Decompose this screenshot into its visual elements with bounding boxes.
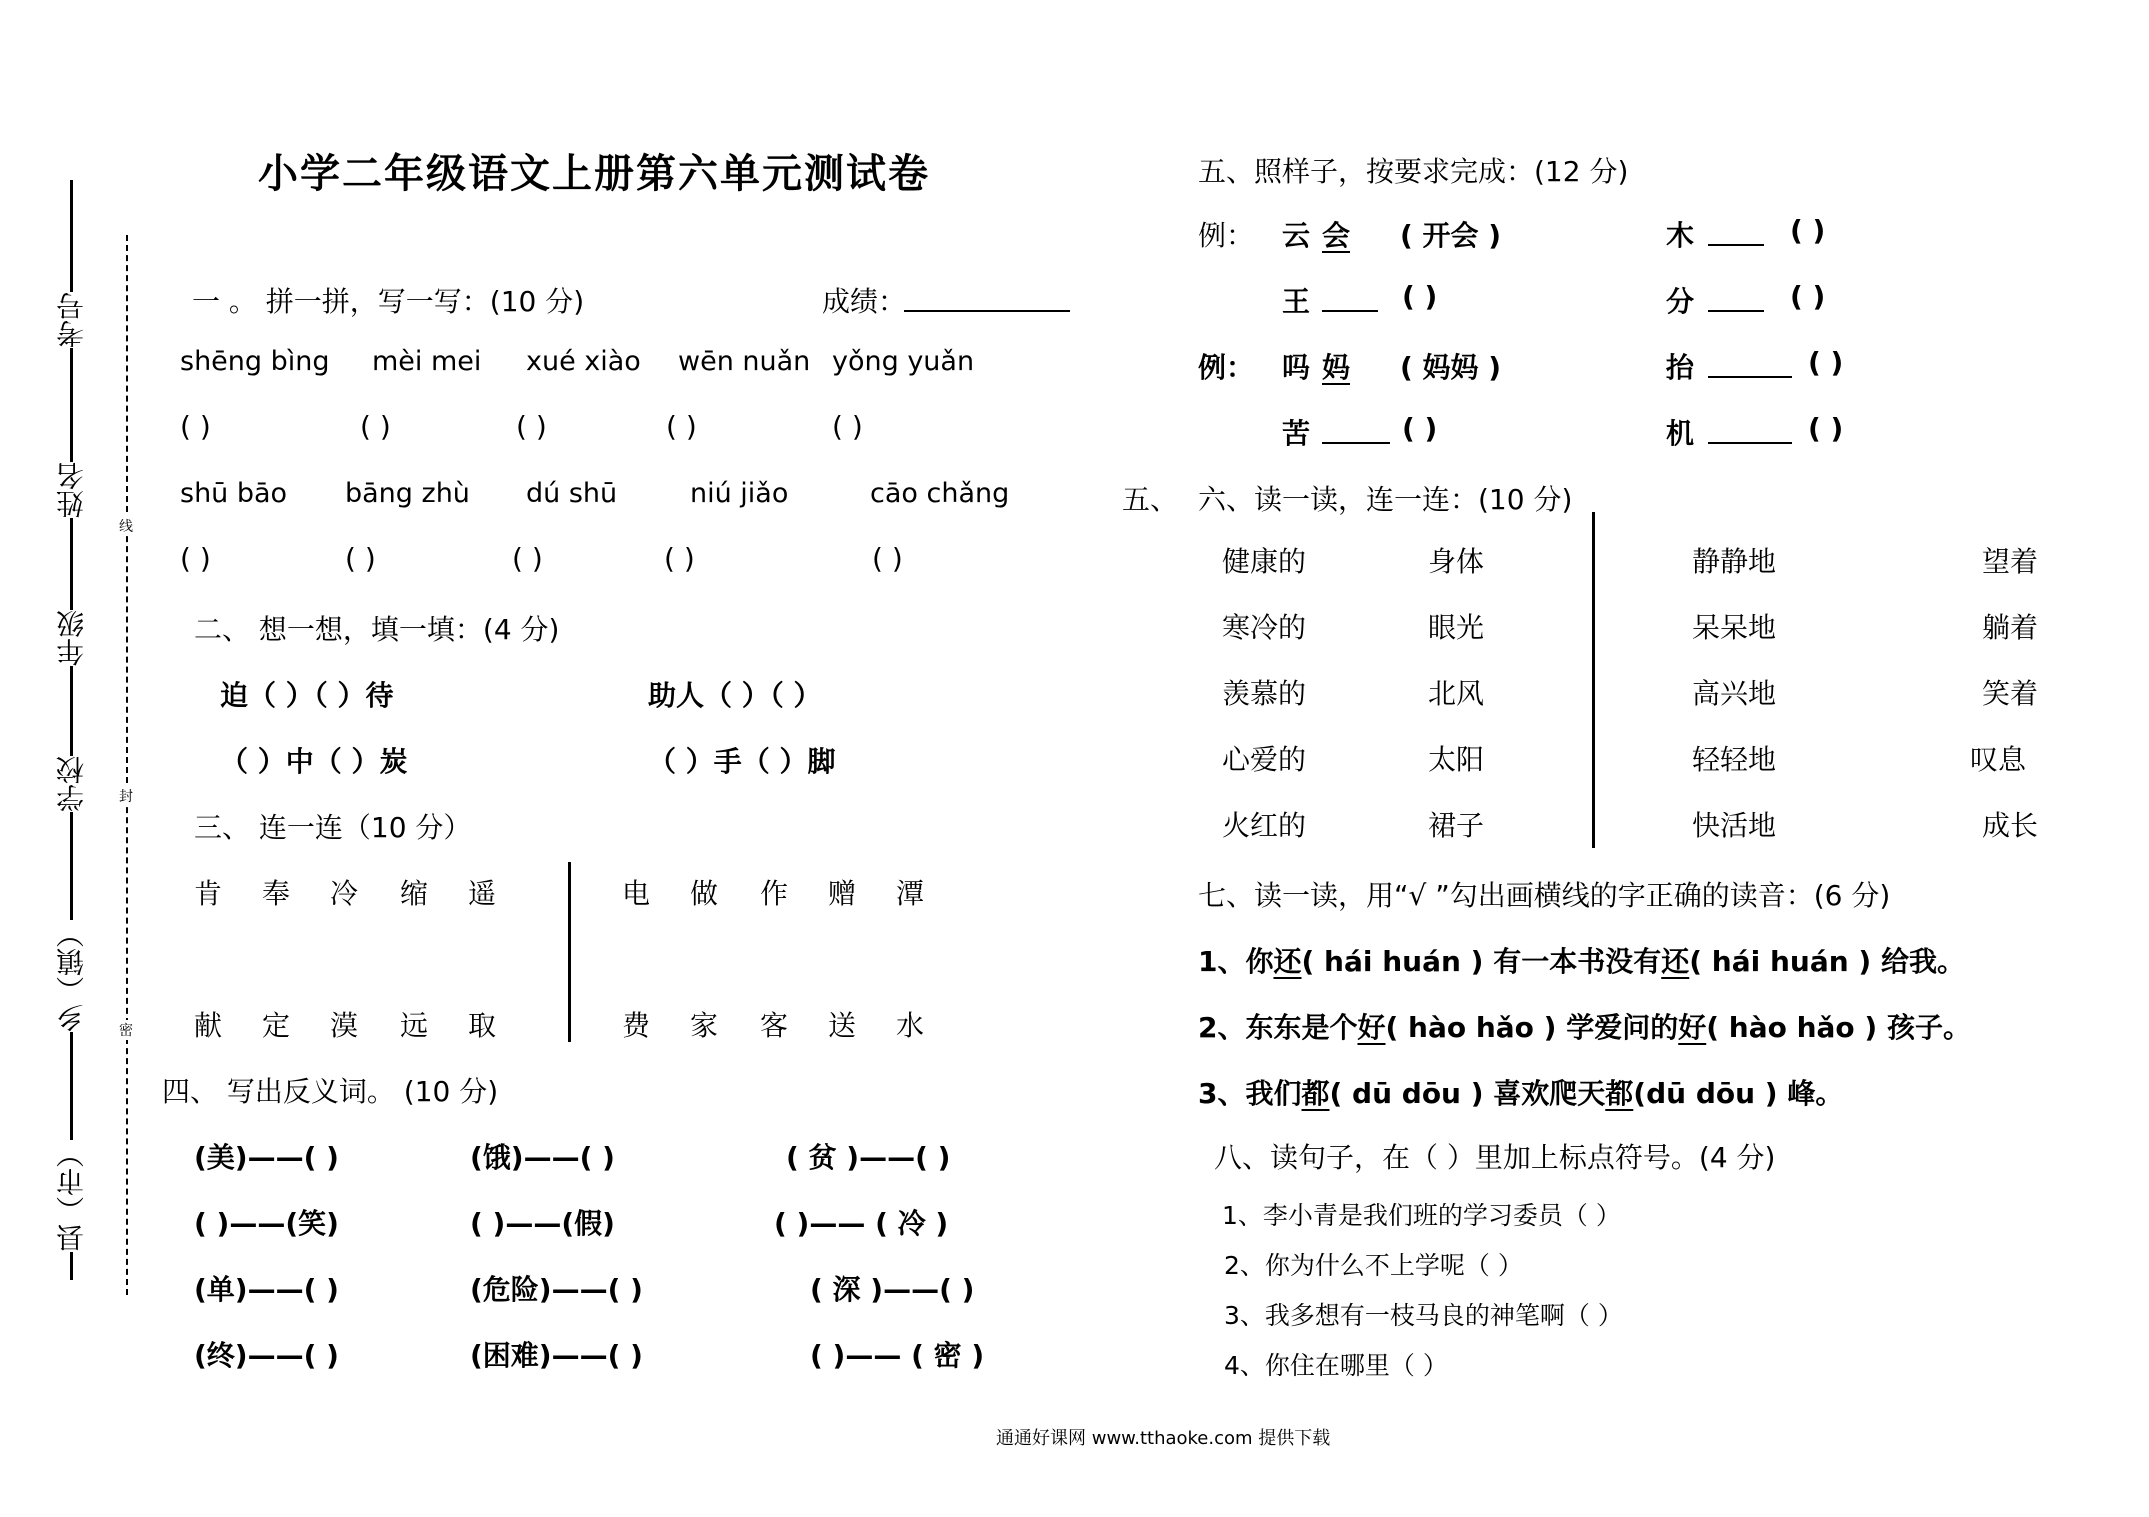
s3-right-bottom-3[interactable]: 客 — [760, 1009, 789, 1042]
s5-example-word-2: ( 妈妈 ) — [1400, 351, 1502, 384]
s5-blank-ku[interactable] — [1322, 442, 1390, 444]
s4-r2-c2[interactable]: ( )——(假) — [470, 1207, 615, 1240]
s4-r1-c1[interactable]: (美)——( ) — [194, 1141, 339, 1174]
s6-adj-1[interactable]: 健康的 — [1222, 545, 1307, 578]
s1-pinyin-1: shēng bìng — [180, 346, 330, 377]
s7-l2-options-1[interactable]: ( hào hǎo ) 学爱问的 — [1385, 1011, 1679, 1044]
s7-l2-char-2: 好 — [1678, 1011, 1707, 1044]
s6-verb-4[interactable]: 叹息 — [1970, 743, 2027, 776]
s5-example-char-1: 云 — [1282, 219, 1311, 252]
s6-prefix: 五、 — [1122, 483, 1179, 516]
label-nianji: 年级 — [52, 610, 92, 666]
s8-item-3[interactable]: 3、我多想有一枝马良的神笔啊（ ） — [1224, 1301, 1623, 1330]
s7-line-1 — [1198, 940, 1965, 980]
s5-char-wang: 王 — [1282, 285, 1311, 318]
s8-heading: 八、读句子，在（ ）里加上标点符号。(4 分) — [1214, 1141, 1776, 1174]
s3-left-bottom-5[interactable]: 取 — [468, 1009, 497, 1042]
s2-item-3[interactable]: （ ）中（ ）炭 — [220, 745, 408, 778]
s6-noun-3[interactable]: 北风 — [1428, 677, 1485, 710]
s6-adj-5[interactable]: 火红的 — [1222, 809, 1307, 842]
s8-item-4[interactable]: 4、你住在哪里（ ） — [1224, 1351, 1448, 1380]
s5-blank-mu[interactable] — [1708, 244, 1764, 246]
s1-pinyin-2: mèi mei — [372, 346, 482, 377]
s5-example-char-2: 吗 — [1282, 351, 1311, 384]
s6-verb-1[interactable]: 望着 — [1982, 545, 2039, 578]
s6-noun-2[interactable]: 眼光 — [1428, 611, 1485, 644]
s5-heading: 五、照样子，按要求完成：(12 分) — [1198, 155, 1629, 188]
s2-item-1[interactable]: 迫（ ）（ ）待 — [220, 679, 394, 712]
s1-answer-10[interactable]: ( ) — [872, 542, 903, 575]
s6-verb-3[interactable]: 笑着 — [1982, 677, 2039, 710]
s1-pinyin-5: yǒng yuǎn — [832, 346, 975, 377]
s3-left-top-4[interactable]: 缩 — [400, 877, 429, 910]
s1-pinyin-9: niú jiǎo — [690, 478, 789, 509]
s7-l2-char-1: 好 — [1357, 1011, 1386, 1044]
s4-r4-c1[interactable]: (终)——( ) — [194, 1339, 339, 1372]
score-blank[interactable] — [904, 310, 1070, 312]
s6-noun-1[interactable]: 身体 — [1428, 545, 1485, 578]
s6-adv-2[interactable]: 呆呆地 — [1692, 611, 1777, 644]
s5-example-answer-1: 会 — [1322, 219, 1351, 252]
s7-line-3 — [1198, 1072, 1843, 1112]
s3-right-bottom-5[interactable]: 水 — [896, 1009, 925, 1042]
s7-l1-char-1: 还 — [1273, 945, 1302, 978]
s5-blank-fen[interactable] — [1708, 310, 1764, 312]
s3-left-bottom-2[interactable]: 定 — [262, 1009, 291, 1042]
s5-paren-ku[interactable]: ( ) — [1402, 412, 1438, 445]
s3-right-top-3[interactable]: 作 — [760, 877, 789, 910]
mark-feng: 封 — [119, 786, 133, 806]
s6-adj-2[interactable]: 寒冷的 — [1222, 611, 1307, 644]
s8-item-1[interactable]: 1、李小青是我们班的学习委员（ ） — [1222, 1201, 1621, 1230]
s1-heading: 一 。 拼一拼，写一写：(10 分) — [192, 285, 585, 318]
s1-answer-9[interactable]: ( ) — [664, 542, 695, 575]
s5-example-label-2: 例： — [1198, 351, 1255, 384]
s5-char-fen: 分 — [1666, 285, 1695, 318]
s5-example-label-1: 例： — [1198, 219, 1255, 252]
s4-r4-c2[interactable]: (困难)——( ) — [470, 1339, 643, 1372]
s8-item-2[interactable]: 2、你为什么不上学呢（ ） — [1224, 1251, 1523, 1280]
mark-mi: 密 — [119, 1020, 133, 1040]
s3-right-top-2[interactable]: 做 — [690, 877, 719, 910]
s3-left-bottom-4[interactable]: 远 — [400, 1009, 429, 1042]
footer-note: 通通好课网 www.tthaoke.com 提供下载 — [996, 1428, 1331, 1449]
s4-r2-c3[interactable]: ( )—— ( 冷 ) — [774, 1207, 949, 1240]
s6-heading: 六、读一读，连一连：(10 分) — [1198, 483, 1573, 516]
s5-example-answer-2: 妈 — [1322, 351, 1351, 384]
s5-char-tai: 抬 — [1666, 351, 1695, 384]
s4-r1-c2[interactable]: (饿)——( ) — [470, 1141, 615, 1174]
s7-l1-options-2[interactable]: ( hái huán ) 给我。 — [1689, 945, 1965, 978]
s1-pinyin-10: cāo chǎng — [870, 478, 1010, 509]
s5-paren-fen[interactable]: ( ) — [1790, 280, 1826, 313]
label-xuexiao: 学校 — [52, 756, 92, 812]
s6-adv-1[interactable]: 静静地 — [1692, 545, 1777, 578]
s6-noun-4[interactable]: 太阳 — [1428, 743, 1485, 776]
s1-answer-7[interactable]: ( ) — [345, 542, 376, 575]
s7-l3-char-1: 都 — [1301, 1077, 1330, 1110]
s3-left-top-1[interactable]: 肯 — [194, 877, 223, 910]
s3-left-top-3[interactable]: 冷 — [330, 877, 359, 910]
s4-r3-c2[interactable]: (危险)——( ) — [470, 1273, 643, 1306]
s5-paren-wang[interactable]: ( ) — [1402, 280, 1438, 313]
label-xingming: 姓名 — [52, 462, 92, 518]
label-xianshi: 县（市） — [52, 1140, 92, 1252]
s4-r3-c3[interactable]: ( 深 )——( ) — [810, 1273, 975, 1306]
s4-r2-c1[interactable]: ( )——(笑) — [194, 1207, 339, 1240]
s5-blank-wang[interactable] — [1322, 310, 1378, 312]
page-title: 小学二年级语文上册第六单元测试卷 — [258, 151, 930, 197]
s3-left-bottom-3[interactable]: 漠 — [330, 1009, 359, 1042]
s3-left-top-2[interactable]: 奉 — [262, 877, 291, 910]
s7-l3-options-2[interactable]: (dū dōu ) 峰。 — [1633, 1077, 1844, 1110]
s3-heading: 三、 连一连（10 分） — [194, 811, 472, 844]
s2-item-2[interactable]: 助人（ ）（ ） — [648, 679, 822, 712]
s3-right-bottom-4[interactable]: 送 — [828, 1009, 857, 1042]
s5-paren-tai[interactable]: ( ) — [1808, 346, 1844, 379]
s6-divider — [1592, 512, 1595, 848]
s7-line-2 — [1198, 1006, 1971, 1046]
s5-char-ji: 机 — [1666, 417, 1695, 450]
s6-verb-5[interactable]: 成长 — [1982, 809, 2039, 842]
s6-noun-5[interactable]: 裙子 — [1428, 809, 1485, 842]
s4-r3-c1[interactable]: (单)——( ) — [194, 1273, 339, 1306]
s6-adv-3[interactable]: 高兴地 — [1692, 677, 1777, 710]
s5-example-word-1: ( 开会 ) — [1400, 219, 1502, 252]
binding-line-dashed — [126, 235, 128, 1295]
s6-verb-2[interactable]: 躺着 — [1982, 611, 2039, 644]
s7-l1-a: 1、你 — [1198, 945, 1274, 978]
s2-heading: 二、 想一想，填一填：(4 分) — [194, 613, 560, 646]
s7-heading: 七、读一读，用“√ ”勾出画横线的字正确的读音：(6 分) — [1198, 879, 1891, 912]
label-kaohao: 考号 — [52, 292, 92, 348]
s6-adv-4[interactable]: 轻轻地 — [1692, 743, 1777, 776]
s5-blank-ji[interactable] — [1708, 442, 1792, 444]
s3-right-top-5[interactable]: 潭 — [896, 877, 925, 910]
s7-l3-options-1[interactable]: ( dū dōu ) 喜欢爬天 — [1329, 1077, 1606, 1110]
s7-l1-options-1[interactable]: ( hái huán ) 有一本书没有 — [1301, 945, 1662, 978]
s5-char-ku: 苦 — [1282, 417, 1311, 450]
s1-answer-6[interactable]: ( ) — [180, 542, 211, 575]
s1-answer-2[interactable]: ( ) — [360, 410, 391, 443]
s3-left-top-5[interactable]: 遥 — [468, 877, 497, 910]
s7-l3-a: 3、我们 — [1198, 1077, 1302, 1110]
s5-paren-ji[interactable]: ( ) — [1808, 412, 1844, 445]
s1-answer-3[interactable]: ( ) — [516, 410, 547, 443]
s5-char-mu: 木 — [1666, 219, 1695, 252]
s7-l1-char-2: 还 — [1661, 945, 1690, 978]
s5-blank-tai[interactable] — [1708, 376, 1792, 378]
s1-answer-5[interactable]: ( ) — [832, 410, 863, 443]
s3-right-top-4[interactable]: 赠 — [828, 877, 857, 910]
s7-l3-char-2: 都 — [1605, 1077, 1634, 1110]
s3-divider — [568, 862, 571, 1042]
s7-l2-a: 2、东东是个 — [1198, 1011, 1358, 1044]
s6-adj-4[interactable]: 心爱的 — [1222, 743, 1307, 776]
score-label: 成绩： — [822, 285, 907, 318]
s3-right-bottom-1[interactable]: 费 — [622, 1009, 651, 1042]
label-xiangzhen: 乡（镇） — [52, 920, 92, 1032]
s1-pinyin-6: shū bāo — [180, 478, 288, 509]
s1-answer-8[interactable]: ( ) — [512, 542, 543, 575]
s3-right-top-1[interactable]: 电 — [622, 877, 651, 910]
mark-xian: 线 — [119, 516, 133, 536]
s1-pinyin-8: dú shū — [526, 478, 618, 509]
s1-pinyin-4: wēn nuǎn — [678, 346, 811, 377]
s1-pinyin-3: xué xiào — [526, 346, 641, 377]
s3-right-bottom-2[interactable]: 家 — [690, 1009, 719, 1042]
s1-pinyin-7: bāng zhù — [345, 478, 470, 509]
s7-l2-options-2[interactable]: ( hào hǎo ) 孩子。 — [1706, 1011, 1971, 1044]
s4-r1-c3[interactable]: ( 贫 )——( ) — [786, 1141, 951, 1174]
s6-adj-3[interactable]: 羡慕的 — [1222, 677, 1307, 710]
s1-answer-1[interactable]: ( ) — [180, 410, 211, 443]
s6-adv-5[interactable]: 快活地 — [1692, 809, 1777, 842]
s1-answer-4[interactable]: ( ) — [666, 410, 697, 443]
s4-r4-c3[interactable]: ( )—— ( 密 ) — [810, 1339, 985, 1372]
s4-heading: 四、 写出反义词。 (10 分) — [162, 1075, 499, 1108]
s2-item-4[interactable]: （ ）手（ ）脚 — [648, 745, 836, 778]
s3-left-bottom-1[interactable]: 献 — [194, 1009, 223, 1042]
s5-paren-mu[interactable]: ( ) — [1790, 214, 1826, 247]
